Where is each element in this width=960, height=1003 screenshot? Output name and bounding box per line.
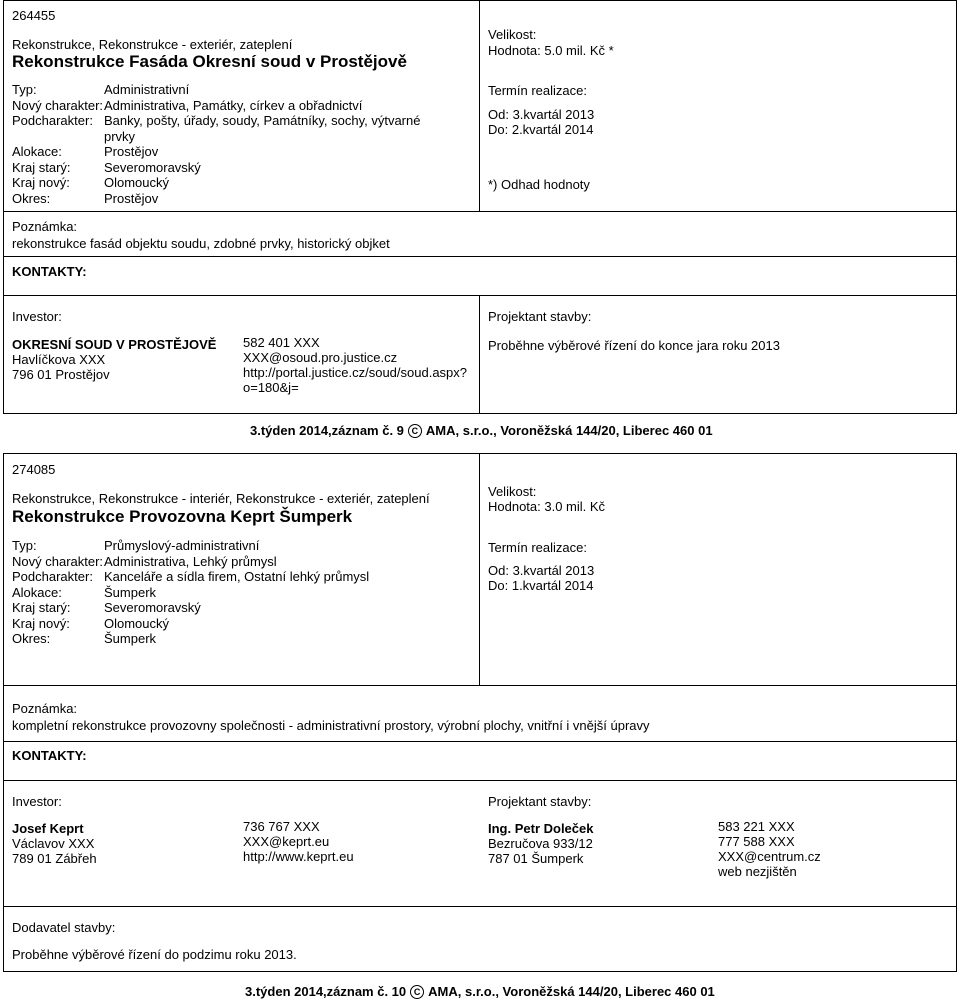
record-1-value: Hodnota: 5.0 mil. Kč *	[488, 43, 614, 58]
record-1-investor-name: OKRESNÍ SOUD V PROSTĚJOVĚ	[12, 337, 217, 352]
field-row	[12, 585, 472, 601]
record-2-to: Do: 1.kvartál 2014	[488, 578, 594, 593]
field-value: Administrativní	[104, 82, 190, 97]
field-row	[12, 129, 472, 145]
field-value: Administrativa, Lehký průmysl	[104, 553, 277, 569]
field-value: Šumperk	[104, 584, 157, 600]
field-label: Podcharakter:	[12, 113, 93, 128]
record-2-investor-street: Václavov XXX	[12, 836, 95, 851]
field-row	[12, 82, 472, 98]
record-1-footer	[250, 423, 713, 438]
record-2-investor-web[interactable]: http://www.keprt.eu	[243, 849, 354, 864]
field-row	[12, 569, 472, 585]
record-1-investor-email[interactable]: XXX@osoud.pro.justice.cz	[243, 350, 398, 365]
record-1-estimate-note: *) Odhad hodnoty	[488, 177, 590, 192]
field-label: Kraj starý:	[12, 159, 71, 175]
record-2-designer-street: Bezručova 933/12	[488, 836, 593, 851]
copyright-icon: C	[408, 424, 422, 438]
record-2-value: Hodnota: 3.0 mil. Kč	[488, 499, 606, 514]
record-1-size-label: Velikost:	[488, 27, 537, 42]
record-1-investor-phone: 582 401 XXX	[243, 335, 320, 350]
record-2-investor-city: 789 01 Zábřeh	[12, 851, 97, 866]
record-2-investor-label: Investor:	[12, 794, 62, 809]
record-2-investor-phone: 736 767 XXX	[243, 819, 320, 834]
record-2-term-label: Termín realizace:	[488, 540, 587, 555]
record-1-categories: Rekonstrukce, Rekonstrukce - exteriér, zateplení	[12, 37, 293, 52]
record-1-contacts-box	[3, 256, 957, 414]
field-label: Alokace:	[12, 584, 62, 600]
field-row	[12, 175, 472, 191]
record-1-investor-city: 796 01 Prostějov	[12, 367, 110, 382]
record-2-footer-company: AMA, s.r.o., Voroněžská 144/20, Liberec 460 01	[428, 984, 715, 999]
record-2-note: kompletní rekonstrukce provozovny společnosti - administrativní prostory, výrobní plochy, vnitřní i vnější úpravy	[12, 718, 650, 733]
field-value: Severomoravský	[104, 600, 201, 615]
record-2-designer-label: Projektant stavby:	[488, 794, 592, 809]
record-2-title: Rekonstrukce Provozovna Keprt Šumperk	[12, 507, 353, 526]
record-1-investor-web-line2[interactable]: o=180&j=	[243, 380, 299, 395]
field-value: Administrativa, Památky, církev a obřadnictví	[104, 97, 363, 113]
record-1-designer-text: Proběhne výběrové řízení do konce jara roku 2013	[488, 338, 780, 353]
field-value: Olomoucký	[104, 175, 170, 190]
field-label: Kraj starý:	[12, 600, 71, 615]
record-1-footer-company: AMA, s.r.o., Voroněžská 144/20, Liberec 460 01	[425, 423, 713, 438]
record-2-footer-entry: 3.týden 2014,záznam č. 10	[245, 984, 407, 999]
record-1-footer-entry: 3.týden 2014,záznam č. 9	[250, 423, 404, 438]
field-label: Typ:	[12, 82, 37, 97]
record-2-from: Od: 3.kvartál 2013	[488, 563, 595, 578]
record-2-designer-phone-2: 777 588 XXX	[718, 834, 795, 849]
record-1-note: rekonstrukce fasád objektu soudu, zdobné prvky, historický objket	[12, 236, 390, 251]
field-value: Kanceláře a sídla firem, Ostatní lehký průmysl	[104, 569, 370, 584]
field-label: Okres:	[12, 631, 51, 646]
record-1-to: Do: 2.kvartál 2014	[488, 122, 594, 137]
field-label: Kraj nový:	[12, 175, 70, 190]
record-2-note-label: Poznámka:	[12, 701, 78, 716]
record-2-supplier-label: Dodavatel stavby:	[12, 920, 116, 935]
field-row	[12, 616, 472, 632]
record-2-investor-name: Josef Keprt	[12, 821, 84, 836]
record-1-investor-label: Investor:	[12, 309, 62, 324]
field-row	[12, 554, 472, 570]
field-label: Nový charakter:	[12, 553, 104, 569]
record-2-id: 274085	[12, 462, 56, 477]
field-row	[12, 631, 472, 647]
record-2-designer-phone-1: 583 221 XXX	[718, 819, 795, 834]
field-value: Průmyslový-administrativní	[104, 538, 260, 553]
record-1-from: Od: 3.kvartál 2013	[488, 107, 595, 122]
field-label: Podcharakter:	[12, 569, 93, 584]
record-2-designer-email[interactable]: XXX@centrum.cz	[718, 849, 821, 864]
record-1-note-label: Poznámka:	[12, 219, 78, 234]
field-label: Typ:	[12, 538, 37, 553]
field-row	[12, 538, 472, 554]
record-1-contacts-label: KONTAKTY:	[12, 264, 87, 279]
field-label: Kraj nový:	[12, 615, 70, 631]
record-1-term-label: Termín realizace:	[488, 83, 587, 98]
record-2-size-label: Velikost:	[488, 484, 537, 499]
record-1-contacts-vdivider	[479, 295, 480, 414]
record-2-designer-name: Ing. Petr Doleček	[488, 821, 594, 836]
field-row	[12, 113, 472, 129]
record-1-id: 264455	[12, 8, 56, 23]
record-2-categories: Rekonstrukce, Rekonstrukce - interiér, Rekonstrukce - exteriér, zateplení	[12, 491, 430, 506]
record-1-investor-street: Havlíčkova XXX	[12, 352, 106, 367]
record-2-contacts-box	[3, 741, 957, 907]
field-row	[12, 98, 472, 114]
copyright-icon: C	[410, 985, 424, 999]
record-2-supplier-text: Proběhne výběrové řízení do podzimu roku 2013.	[12, 947, 297, 962]
field-value: Severomoravský	[104, 159, 201, 175]
record-1-title: Rekonstrukce Fasáda Okresní soud v Prostějově	[12, 52, 407, 71]
record-2-designer-city: 787 01 Šumperk	[488, 851, 584, 866]
field-value: prvky	[104, 128, 136, 144]
field-value: Olomoucký	[104, 615, 170, 631]
field-value: Šumperk	[104, 631, 157, 646]
field-value: Prostějov	[104, 144, 159, 159]
field-row	[12, 600, 472, 616]
record-2-designer-web: web nezjištěn	[718, 864, 797, 879]
record-1-designer-label: Projektant stavby:	[488, 309, 592, 324]
field-value: Prostějov	[104, 190, 159, 206]
field-row	[12, 191, 472, 207]
record-2-footer	[245, 984, 715, 999]
record-1-investor-web-line1[interactable]: http://portal.justice.cz/soud/soud.aspx?	[243, 365, 468, 380]
record-1-contacts-divider	[3, 295, 957, 296]
record-2-contacts-label: KONTAKTY:	[12, 748, 87, 763]
field-row	[12, 160, 472, 176]
field-label: Okres:	[12, 190, 51, 206]
field-label: Alokace:	[12, 144, 62, 159]
record-2-investor-email[interactable]: XXX@keprt.eu	[243, 834, 330, 849]
field-value: Banky, pošty, úřady, soudy, Památníky, sochy, výtvarné	[104, 113, 421, 128]
field-label: Nový charakter:	[12, 97, 104, 113]
record-2-contacts-divider	[3, 780, 957, 781]
field-row	[12, 144, 472, 160]
